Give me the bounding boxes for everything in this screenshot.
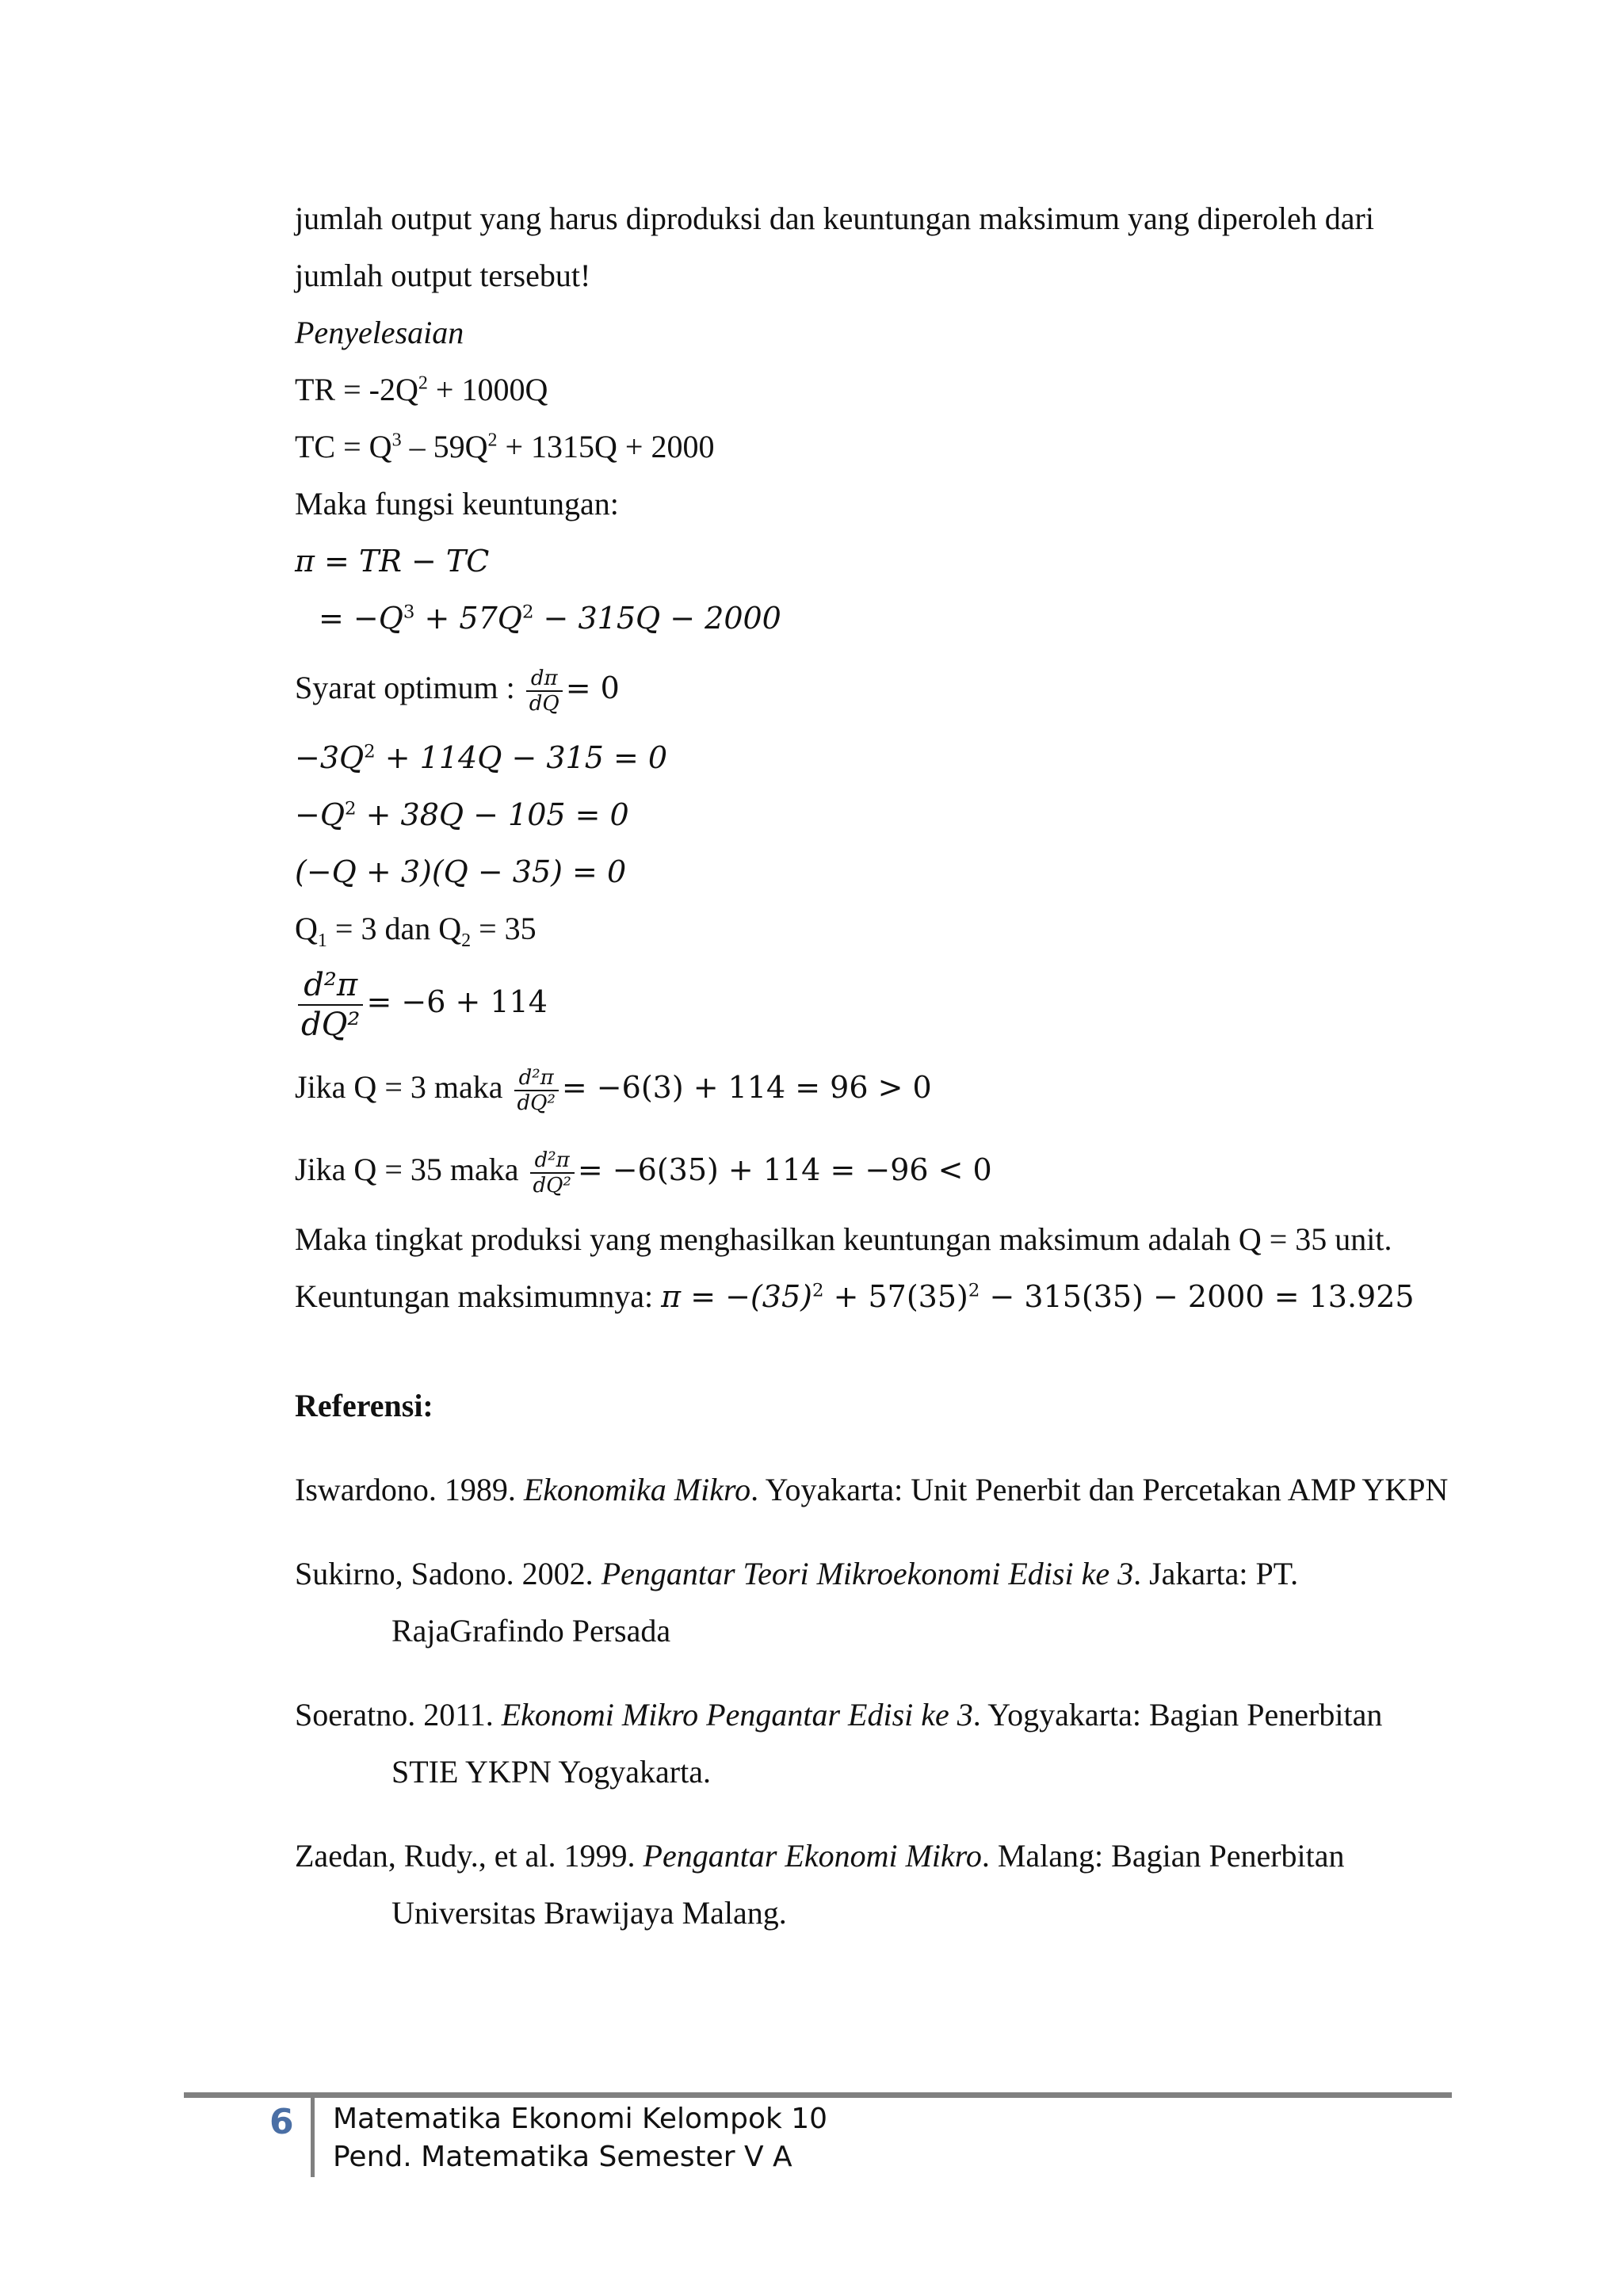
footer-divider [184,2092,1452,2098]
footer-vertical-divider [311,2098,315,2177]
profit-expanded: = $-Q^3 + 57Q^2 - 315Q - 2000$ [319,601,781,636]
fraction-d2pi-dq2: $\frac{\text{d²π}}{\text{dQ²}}$ [298,966,363,1044]
references-heading: Referensi: [295,1388,433,1423]
footer-line-2: Pend. Matematika Semester V A [333,2141,792,2173]
footer-line-1: Matematika Ekonomi Kelompok 10 [333,2103,828,2135]
factored-equation: (−Q + 3)(Q − 35) = 0 [295,854,627,889]
footer-text [333,2100,827,2176]
page-number: 6 [269,2102,294,2142]
fraction-check-q35: $\frac{\text{d²π}}{\text{dQ²}}$ [530,1148,575,1198]
check-q35: Jika Q = 35 maka $\frac{\text{d²π}}{\text{dQ²}}$ = −6(35) + 114 = −96 < 0 [295,1148,992,1198]
tr-equation: TR = $-2Q^2 + 1000Q$ [295,372,548,407]
second-derivative: $\frac{\text{d²π}}{\text{dQ²}}$ = −6 + 114 [295,957,1452,1046]
derivative-equation-1: $-3Q^2 + 114Q - 315 = 0$ [295,740,668,775]
intro-line-2: jumlah output tersebut! [295,258,591,293]
derivative-equation-2: $-Q^2 + 38Q - 105 = 0$ [295,797,629,832]
optimum-condition: Syarat optimum : $\frac{d\pi}{dQ}$ = 0 [295,666,620,716]
profit-function-label: Maka fungsi keuntungan: [295,486,619,521]
max-profit: Keuntungan maksimumnya: $\pi = -(35)^2 + 57(35)^2 - 315(35) - 2000 = 13.925$ [295,1278,1415,1314]
solution-label: Penyelesaian [295,315,464,350]
fraction-dpi-dq: $\frac{d\pi}{dQ}$ [526,667,563,716]
intro-line-1: jumlah output yang harus diproduksi dan keuntungan maksimum yang diperoleh dari [295,201,1374,236]
reference-item: Sukirno, Sadono. 2002. Pengantar Teori Mikroekonomi Edisi ke 3. Jakarta: PT. RajaGrafindo Persada [295,1556,1299,1648]
page-content [295,190,1452,1969]
profit-equation: π = TR − TC [295,544,490,579]
reference-item: Iswardono. 1989. Ekonomika Mikro. Yoyakarta: Unit Penerbit dan Percetakan AMP YKPN [295,1472,1449,1507]
reference-item: Soeratno. 2011. Ekonomi Mikro Pengantar Edisi ke 3. Yogyakarta: Bagian Penerbitan STIE YKPN Yogyakarta. [295,1697,1383,1790]
fraction-check-q3: $\frac{\text{d²π}}{\text{dQ²}}$ [514,1066,559,1115]
check-q3: Jika Q = 3 maka $\frac{\text{d²π}}{\text{dQ²}}$ = −6(3) + 114 = 96 > 0 [295,1065,932,1115]
reference-item: Zaedan, Rudy., et al. 1999. Pengantar Ekonomi Mikro. Malang: Bagian Penerbitan Universitas Brawijaya Malang. [295,1838,1345,1931]
roots-line: $Q_1 = 3$ dan $Q_2 = 35$ [295,911,537,951]
conclusion: Maka tingkat produksi yang menghasilkan keuntungan maksimum adalah Q = 35 unit. [295,1221,1392,1257]
tc-equation: TC = $Q^3 - 59Q^2 + 1315Q + 2000$ [295,429,715,464]
